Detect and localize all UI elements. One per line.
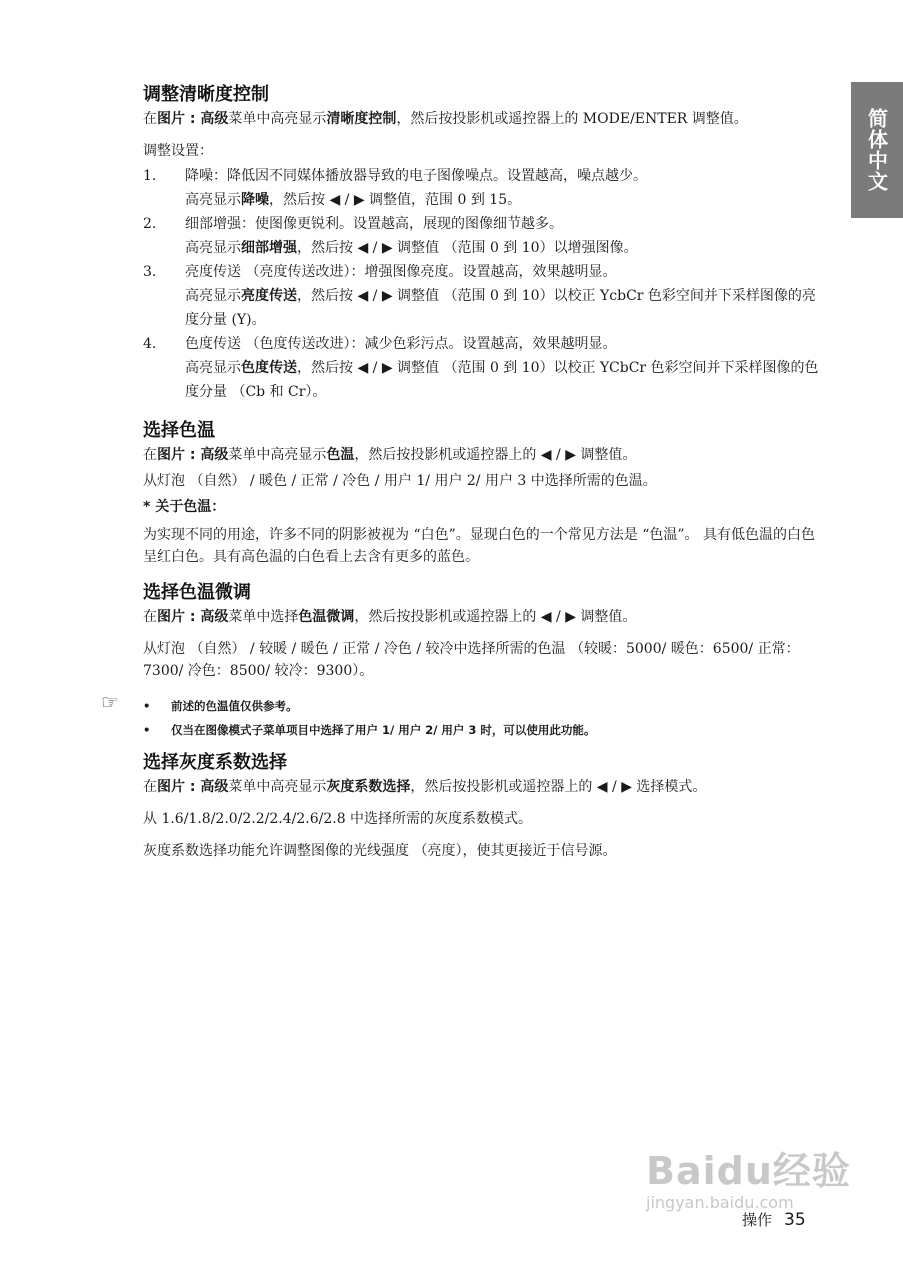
pointing-hand-icon: ☞ (101, 690, 119, 714)
note-text: 仅当在图像模式子菜单项目中选择了用户 1/ 用户 2/ 用户 3 时，可以使用此功能。 (171, 723, 596, 737)
intro-text: 菜单中高亮显示 (228, 111, 327, 127)
section-title: 选择色温微调 (143, 582, 251, 603)
item-description: 色度传送 （色度传送改进）：减少色彩污点。设置越高，效果越明显。 (185, 336, 617, 352)
intro-text: 在 (143, 779, 157, 795)
menu-separator: : (185, 447, 201, 463)
footer-section: 操作 (742, 1211, 773, 1229)
menu-name: 图片 (157, 779, 185, 795)
submenu-name: 高级 (200, 111, 229, 127)
intro-text: 菜单中高亮显示 (228, 447, 327, 463)
section-intro (143, 776, 823, 798)
item-body (185, 164, 823, 212)
section-intro (143, 606, 823, 628)
item-number: 2. (143, 216, 157, 232)
intro-text: ，然后按投影机或遥控器上的 ◀ / ▶ 调整值。 (354, 609, 637, 625)
intro-text: 在 (143, 447, 157, 463)
item-text: 高亮显示 (185, 288, 241, 304)
about-heading: * 关于色温： (143, 499, 226, 515)
item-option: 亮度传送 (241, 288, 297, 304)
paragraph: 为实现不同的用途，许多不同的阴影被视为 “白色”。显现白色的一个常见方法是 “色温”。 具有低色温的白色呈红白色。具有高色温的白色看上去含有更多的蓝色。 (143, 527, 815, 565)
item-text: ，然后按 ◀ / ▶ 调整值，范围 0 到 15。 (269, 192, 522, 208)
list-item (143, 212, 823, 260)
paragraph: 从 1.6/1.8/2.0/2.2/2.4/2.6/2.8 中选择所需的灰度系数模式。 (143, 811, 533, 827)
paragraph: 从灯泡 （自然） / 暖色 / 正常 / 冷色 / 用户 1/ 用户 2/ 用户 3 中选择所需的色温。 (143, 473, 657, 489)
option-name: 灰度系数选择 (326, 779, 411, 795)
item-body (185, 212, 823, 260)
page-number: 35 (784, 1210, 806, 1230)
item-text: ，然后按 ◀ / ▶ 调整值 （范围 0 到 10）以增强图像。 (297, 240, 638, 256)
settings-list (143, 164, 823, 404)
section-intro (143, 108, 823, 130)
intro-text: 菜单中高亮显示 (228, 779, 327, 795)
item-description: 降噪：降低因不同媒体播放器导致的电子图像噪点。设置越高，噪点越少。 (185, 168, 647, 184)
menu-name: 图片 (157, 609, 185, 625)
menu-name: 图片 (157, 111, 185, 127)
submenu-name: 高级 (200, 447, 229, 463)
section-color-temp-fine (101, 580, 823, 742)
menu-separator: : (185, 609, 201, 625)
item-text: 高亮显示 (185, 192, 241, 208)
intro-text: ，然后按投影机或遥控器上的 MODE/ENTER 调整值。 (396, 111, 748, 127)
item-option: 降噪 (241, 192, 269, 208)
note-item (143, 718, 823, 742)
list-item (143, 332, 823, 404)
item-body (185, 260, 823, 332)
item-number: 3. (143, 264, 157, 280)
item-text: 高亮显示 (185, 240, 241, 256)
list-item (143, 260, 823, 332)
intro-text: 菜单中选择 (228, 609, 299, 625)
intro-text: ，然后按投影机或遥控器上的 ◀ / ▶ 调整值。 (354, 447, 637, 463)
menu-separator: : (185, 779, 201, 795)
section-title: 选择色温 (143, 420, 215, 441)
item-description: 细部增强：使图像更锐利。设置越高，展现的图像细节越多。 (185, 216, 563, 232)
menu-separator: : (185, 111, 201, 127)
item-description: 亮度传送 （亮度传送改进）：增强图像亮度。设置越高，效果越明显。 (185, 264, 617, 280)
option-name: 清晰度控制 (326, 111, 397, 127)
item-text: ，然后按 ◀ / ▶ 调整值 （范围 0 到 10）以校正 YcbCr 色彩空间并下采样图像的亮度分量 (Y)。 (185, 288, 816, 328)
intro-text: 在 (143, 111, 157, 127)
section-sharpness (143, 82, 823, 404)
language-tab: 简体中文 (851, 82, 903, 218)
note-text: 前述的色温值仅供参考。 (171, 699, 298, 713)
bullet-icon: • (143, 723, 151, 737)
item-number: 1. (143, 168, 157, 184)
page-footer (742, 1209, 806, 1230)
bullet-icon: • (143, 699, 151, 713)
notes-block (101, 690, 823, 742)
item-option: 细部增强 (241, 240, 297, 256)
section-title: 调整清晰度控制 (143, 84, 269, 105)
item-text: ，然后按 ◀ / ▶ 调整值 （范围 0 到 10）以校正 YCbCr 色彩空间并下采样图像的色度分量 （Cb 和 Cr）。 (185, 360, 819, 400)
submenu-name: 高级 (200, 779, 229, 795)
submenu-name: 高级 (200, 609, 229, 625)
settings-label: 调整设置： (143, 143, 213, 159)
watermark-logo: Baidu经验 (646, 1149, 851, 1193)
item-body (185, 332, 823, 404)
intro-text: 在 (143, 609, 157, 625)
item-option: 色度传送 (241, 360, 297, 376)
watermark-url: jingyan.baidu.com (646, 1193, 794, 1212)
option-name: 色温微调 (298, 609, 355, 625)
menu-name: 图片 (157, 447, 185, 463)
section-gamma (143, 750, 823, 862)
paragraph: 从灯泡 （自然） / 较暖 / 暖色 / 正常 / 冷色 / 较冷中选择所需的色温 （较暖：5000/ 暖色：6500/ 正常：7300/ 冷色：8500/ 较冷：9300）。 (143, 641, 800, 679)
section-color-temp (143, 418, 823, 568)
note-item (143, 694, 823, 718)
intro-text: ，然后按投影机或遥控器上的 ◀ / ▶ 选择模式。 (410, 779, 707, 795)
list-item (143, 164, 823, 212)
section-intro (143, 444, 823, 466)
section-title: 选择灰度系数选择 (143, 752, 287, 773)
option-name: 色温 (326, 447, 355, 463)
paragraph: 灰度系数选择功能允许调整图像的光线强度 （亮度），使其更接近于信号源。 (143, 843, 617, 859)
item-number: 4. (143, 336, 157, 352)
item-text: 高亮显示 (185, 360, 241, 376)
page-content (101, 82, 823, 868)
